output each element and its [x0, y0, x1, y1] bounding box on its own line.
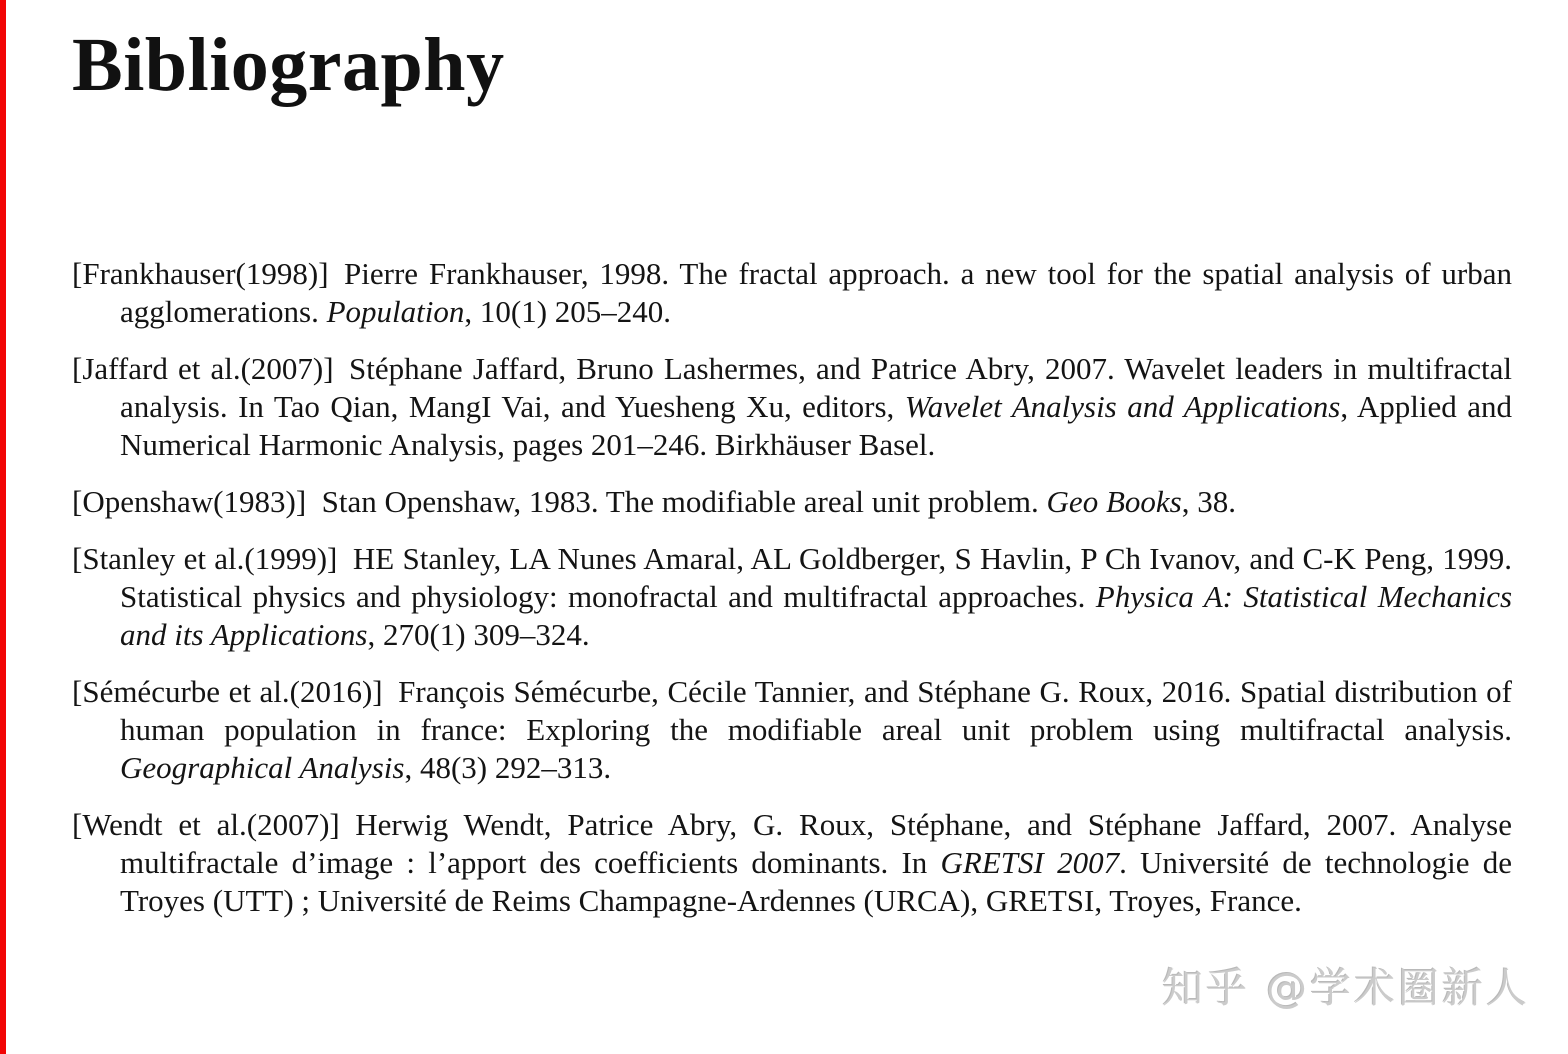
entry-text: , 270(1) 309–324. [367, 617, 590, 652]
entry-text: [Jaffard et al.(2007)] Stéphane Jaffard, Bruno Lashermes, and Patrice Abry, 2007. Wavelet leaders in multifractal analysis. In Tao Qian, MangI Vai, and Yuesheng Xu, editors, [72, 351, 1512, 424]
entry-text: [Stanley et al.(1999)] HE Stanley, LA Nunes Amaral, AL Goldberger, S Havlin, P Ch Ivanov, and C-K Peng, 1999. Statistical physics and physiology: monofractal and multifractal approaches. [72, 541, 1512, 614]
bib-entry [72, 483, 1512, 521]
entry-text: . Université de technologie de Troyes (UTT) ; Université de Reims Champagne-Ardennes (URCA), GRETSI, Troyes, France. [120, 845, 1512, 918]
bib-entry [72, 350, 1512, 464]
watermark: 知乎 @学术圈新人 [1161, 964, 1530, 1012]
left-edge-accent-bar [0, 0, 6, 1054]
bibliography-list [72, 255, 1512, 939]
italic-text: Physica A: Statistical Mechanics and its Applications [120, 579, 1513, 652]
bib-entry [72, 806, 1512, 920]
entry-text: , Applied and Numerical Harmonic Analysis, pages 201–246. Birkhäuser Basel. [120, 389, 1512, 462]
entry-text: [Frankhauser(1998)] Pierre Frankhauser, 1998. The fractal approach. a new tool for the spatial analysis of urban agglomerations. [72, 256, 1512, 329]
entry-text: [Sémécurbe et al.(2016)] François Sémécurbe, Cécile Tannier, and Stéphane G. Roux, 2016. Spatial distribution of human population in france: Exploring the modifiable areal unit problem using multifractal analysis. [72, 674, 1512, 747]
entry-text: , 10(1) 205–240. [464, 294, 672, 329]
italic-text: Geo Books [1046, 484, 1182, 519]
page-title: Bibliography [72, 23, 505, 107]
entry-text: [Wendt et al.(2007)] Herwig Wendt, Patrice Abry, G. Roux, Stéphane, and Stéphane Jaffard, 2007. Analyse multifractale d’image : l’apport des coefficients dominants. In [72, 807, 1512, 880]
entry-text: [Openshaw(1983)] Stan Openshaw, 1983. The modifiable areal unit problem. [72, 484, 1047, 519]
italic-text: Wavelet Analysis and Applications [904, 389, 1341, 424]
bib-entry [72, 673, 1512, 787]
entry-text: , 48(3) 292–313. [404, 750, 612, 785]
bib-entry [72, 540, 1512, 654]
entry-text: , 38. [1181, 484, 1236, 519]
italic-text: GRETSI 2007 [940, 845, 1120, 880]
italic-text: Geographical Analysis [120, 750, 405, 785]
italic-text: Population [326, 294, 465, 329]
bib-entry [72, 255, 1512, 331]
